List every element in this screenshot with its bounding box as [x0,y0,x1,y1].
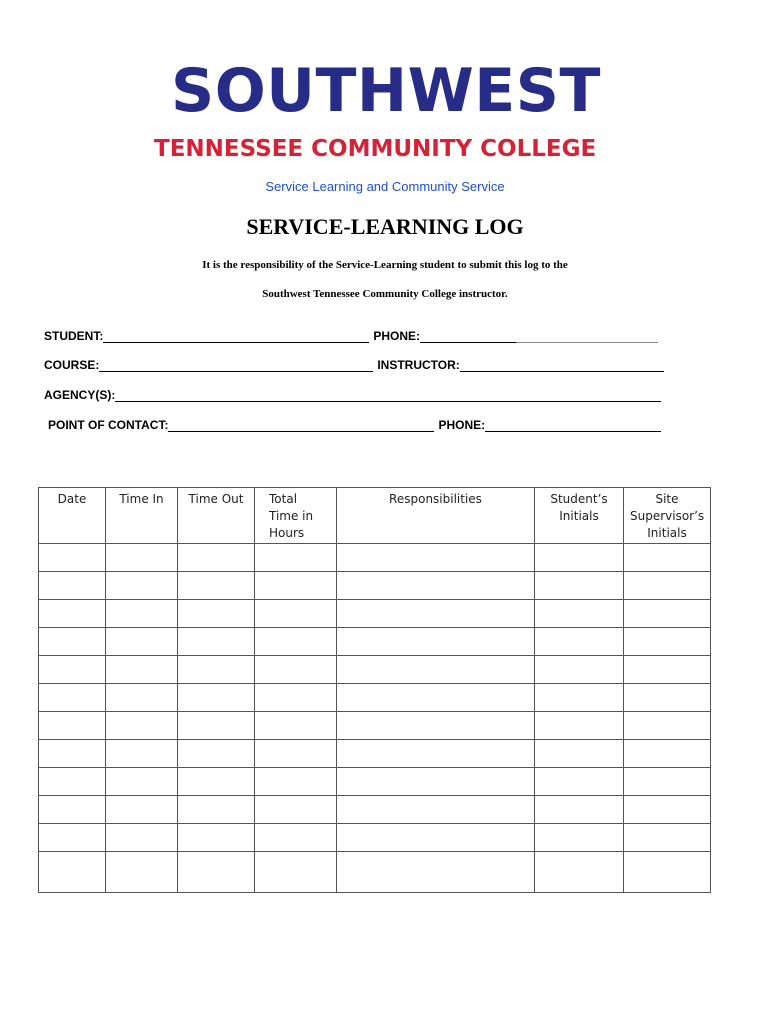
table-cell[interactable] [106,852,178,893]
phone2-label: PHONE: [438,418,486,432]
table-cell[interactable] [337,712,535,740]
student-label: STUDENT: [44,329,104,343]
header-time-out: Time Out [178,488,255,544]
table-cell[interactable] [178,768,255,796]
table-body [39,544,711,893]
table-cell[interactable] [535,656,624,684]
header-responsibilities: Responsibilities [337,488,535,544]
phone-field-extension[interactable] [516,330,658,343]
instructor-field[interactable] [460,359,664,372]
table-cell[interactable] [255,600,337,628]
table-cell[interactable] [106,572,178,600]
table-cell[interactable] [337,852,535,893]
table-cell[interactable] [255,740,337,768]
table-cell[interactable] [535,768,624,796]
table-cell[interactable] [255,712,337,740]
table-row [39,824,711,852]
table-cell[interactable] [255,768,337,796]
student-phone-row [44,329,662,343]
table-row [39,572,711,600]
table-row [39,544,711,572]
header-supervisor-initials: Site Supervisor’s Initials [624,488,711,544]
service-log-table [38,487,711,893]
table-cell[interactable] [39,544,106,572]
table-row [39,628,711,656]
course-instructor-row [44,358,668,372]
table-cell[interactable] [535,544,624,572]
table-cell[interactable] [39,796,106,824]
header-time-in: Time In [106,488,178,544]
table-cell[interactable] [178,628,255,656]
table-cell[interactable] [255,852,337,893]
table-cell[interactable] [337,768,535,796]
table-cell[interactable] [337,796,535,824]
table-cell[interactable] [624,740,711,768]
table-cell[interactable] [178,712,255,740]
table-cell[interactable] [255,656,337,684]
table-cell[interactable] [106,768,178,796]
table-row [39,852,711,893]
table-cell[interactable] [535,712,624,740]
table-cell[interactable] [255,824,337,852]
table-cell[interactable] [535,796,624,824]
table-cell[interactable] [255,572,337,600]
header-total-hours: Total Time in Hours [255,488,337,544]
table-row [39,712,711,740]
contact-field[interactable] [168,419,434,432]
table-cell[interactable] [106,628,178,656]
table-cell[interactable] [178,852,255,893]
table-cell[interactable] [255,544,337,572]
table-cell[interactable] [255,796,337,824]
table-row [39,768,711,796]
table-cell[interactable] [624,796,711,824]
table-cell[interactable] [106,656,178,684]
header-date: Date [39,488,106,544]
agency-label: AGENCY(S): [44,388,116,402]
table-cell[interactable] [624,656,711,684]
table-cell[interactable] [178,572,255,600]
agency-row [44,388,665,402]
logo-college-name: TENNESSEE COMMUNITY COLLEGE [154,136,597,162]
table-cell[interactable] [337,544,535,572]
table-cell[interactable] [337,572,535,600]
table-row [39,600,711,628]
table-cell[interactable] [106,796,178,824]
phone-label: PHONE: [373,329,421,343]
table-cell[interactable] [106,684,178,712]
table-cell[interactable] [624,572,711,600]
table-cell[interactable] [337,628,535,656]
contact-label: POINT OF CONTACT: [48,418,169,432]
table-header-row [39,488,711,544]
table-cell[interactable] [39,600,106,628]
table-cell[interactable] [39,656,106,684]
table-cell[interactable] [39,824,106,852]
phone2-field[interactable] [485,419,661,432]
table-cell[interactable] [178,740,255,768]
table-cell[interactable] [535,600,624,628]
table-cell[interactable] [39,712,106,740]
table-cell[interactable] [337,600,535,628]
course-label: COURSE: [44,358,100,372]
table-cell[interactable] [337,824,535,852]
table-cell[interactable] [106,544,178,572]
table-cell[interactable] [624,600,711,628]
table-cell[interactable] [337,656,535,684]
table-row [39,684,711,712]
table-cell[interactable] [624,824,711,852]
table-cell[interactable] [255,628,337,656]
table-cell[interactable] [39,628,106,656]
table-cell[interactable] [106,600,178,628]
table-cell[interactable] [178,824,255,852]
contact-phone-row [48,418,665,432]
table-cell[interactable] [624,544,711,572]
table-cell[interactable] [39,572,106,600]
intro-line-1: It is the responsibility of the Service-Learning student to submit this log to the [202,259,568,271]
table-cell[interactable] [39,768,106,796]
phone-field[interactable] [420,330,516,343]
agency-field[interactable] [115,389,661,402]
table-cell[interactable] [337,740,535,768]
table-cell[interactable] [624,768,711,796]
table-cell[interactable] [624,712,711,740]
table-cell[interactable] [535,852,624,893]
table-row [39,740,711,768]
logo-southwest: SOUTHWEST [171,56,601,126]
table-cell[interactable] [255,684,337,712]
page-title: SERVICE-LEARNING LOG [246,214,524,239]
department-name: Service Learning and Community Service [265,179,505,194]
table-cell[interactable] [39,684,106,712]
table-row [39,796,711,824]
table-cell[interactable] [178,600,255,628]
table-cell[interactable] [535,572,624,600]
course-field[interactable] [99,359,373,372]
table-cell[interactable] [178,684,255,712]
table-cell[interactable] [106,824,178,852]
table-cell[interactable] [178,796,255,824]
table-cell[interactable] [624,628,711,656]
table-cell[interactable] [535,740,624,768]
table-cell[interactable] [337,684,535,712]
table-cell[interactable] [39,740,106,768]
intro-line-2: Southwest Tennessee Community College instructor. [262,288,508,300]
table-cell[interactable] [624,684,711,712]
table-cell[interactable] [535,684,624,712]
instructor-label: INSTRUCTOR: [377,358,460,372]
table-cell[interactable] [106,712,178,740]
table-cell[interactable] [535,824,624,852]
table-cell[interactable] [535,628,624,656]
table-row [39,656,711,684]
table-cell[interactable] [178,656,255,684]
table-cell[interactable] [106,740,178,768]
table-cell[interactable] [624,852,711,893]
table-cell[interactable] [178,544,255,572]
table-cell[interactable] [39,852,106,893]
header-student-initials: Student’s Initials [535,488,624,544]
student-field[interactable] [103,330,369,343]
